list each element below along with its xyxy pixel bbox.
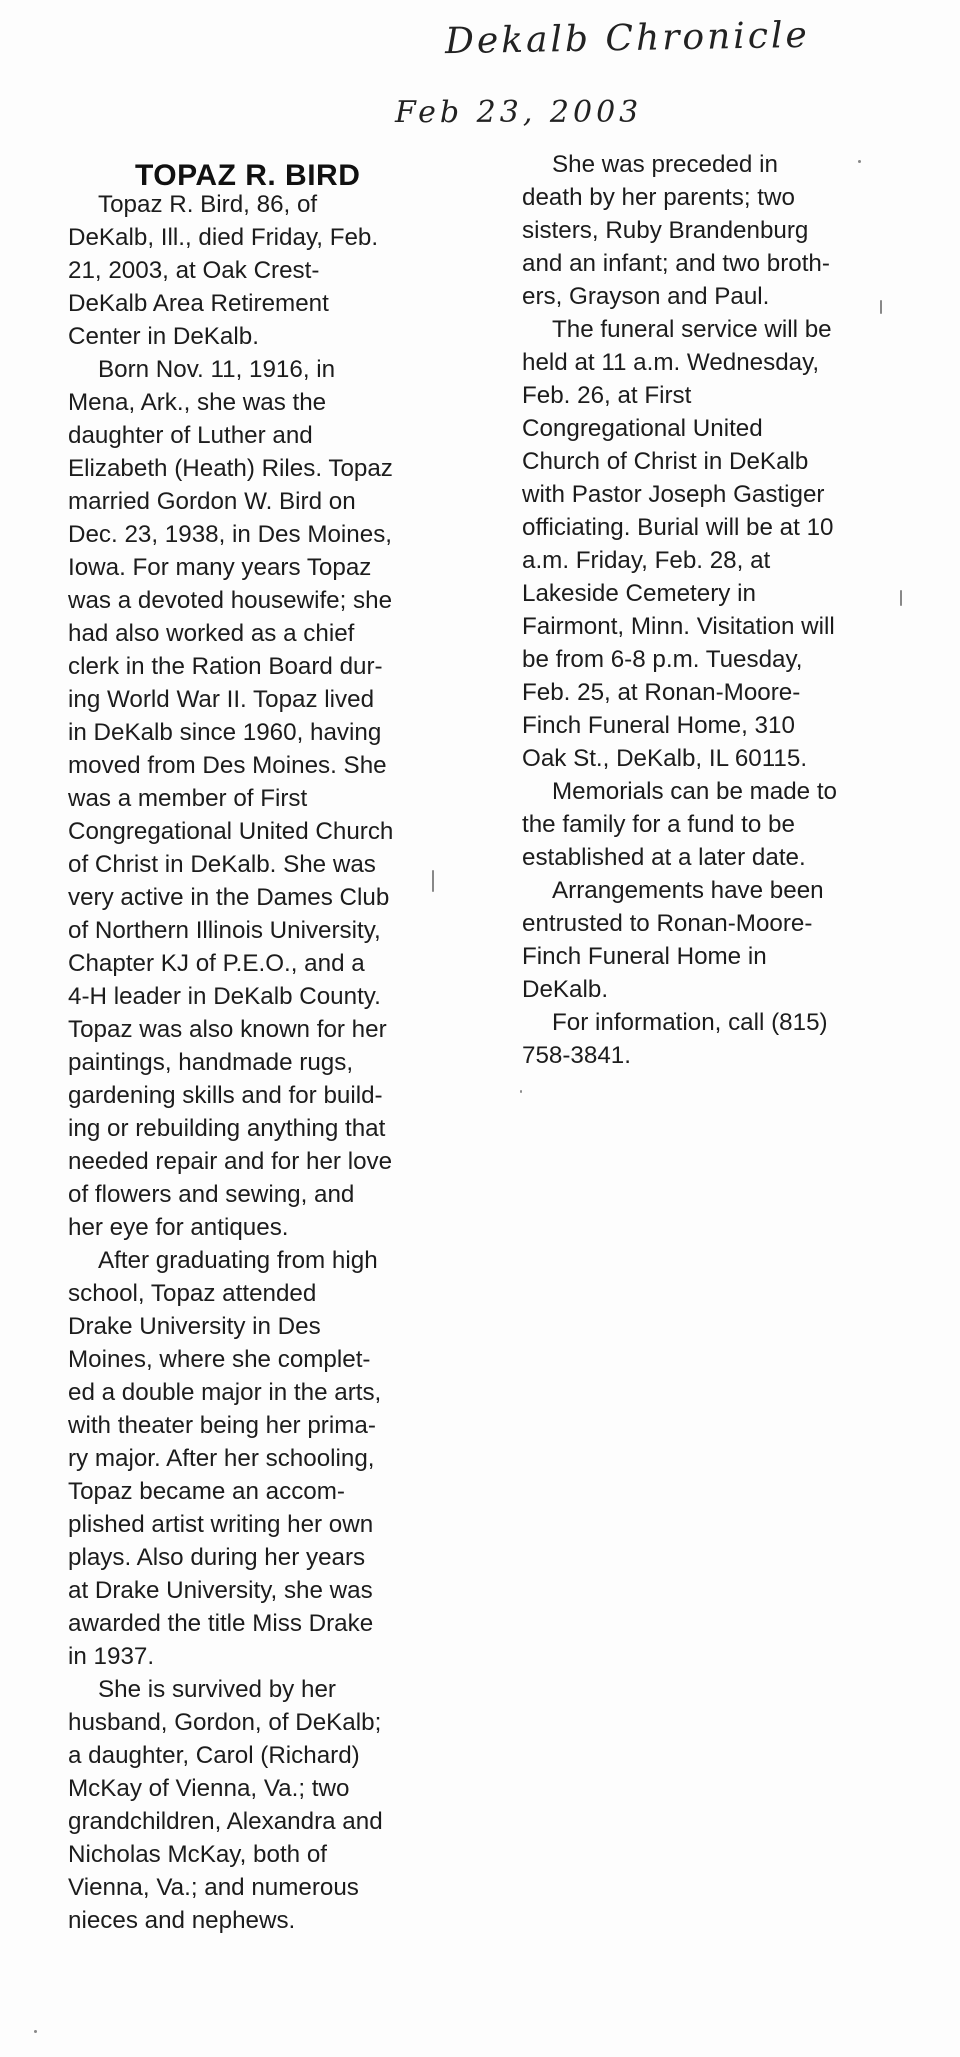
obituary-text-line: in 1937. — [68, 1643, 155, 1670]
obituary-text-line: and an infant; and two broth- — [522, 250, 830, 277]
obituary-text-line: clerk in the Ration Board dur- — [68, 653, 383, 680]
obituary-text-line: Feb. 25, at Ronan-Moore- — [522, 679, 801, 706]
obituary-text-line: Feb. 26, at First — [522, 382, 692, 409]
obituary-text-line: ry major. After her schooling, — [68, 1445, 375, 1472]
handwritten-date: Feb 23, 2003 — [395, 95, 643, 130]
obituary-text-line: at Drake University, she was — [68, 1577, 373, 1604]
obituary-text-line: plays. Also during her years — [68, 1544, 366, 1571]
obituary-text-line: Congregational United — [522, 415, 763, 442]
obituary-text-line: Finch Funeral Home in — [522, 943, 767, 970]
obituary-text-line: Elizabeth (Heath) Riles. Topaz — [68, 455, 393, 482]
obituary-text-line: husband, Gordon, of DeKalb; — [68, 1709, 382, 1736]
obituary-text-line: paintings, handmade rugs, — [68, 1049, 354, 1076]
obituary-text-line: be from 6-8 p.m. Tuesday, — [522, 646, 803, 673]
obituary-text-line: Lakeside Cemetery in — [522, 580, 756, 607]
obituary-text-line: Memorials can be made to — [552, 778, 838, 805]
obituary-text-line: was a devoted housewife; she — [68, 587, 393, 614]
obituary-text-line: ed a double major in the arts, — [68, 1379, 382, 1406]
obituary-text-line: moved from Des Moines. She — [68, 752, 387, 779]
obituary-text-line: 21, 2003, at Oak Crest- — [68, 257, 320, 284]
obituary-text-line: held at 11 a.m. Wednesday, — [522, 349, 820, 376]
obituary-text-line: Nicholas McKay, both of — [68, 1841, 328, 1868]
obituary-text-line: For information, call (815) — [552, 1009, 828, 1036]
obituary-text-line: a.m. Friday, Feb. 28, at — [522, 547, 771, 574]
obituary-text-line: Moines, where she complet- — [68, 1346, 371, 1373]
obituary-text-line: Chapter KJ of P.E.O., and a — [68, 950, 365, 977]
obituary-text-line: a daughter, Carol (Richard) — [68, 1742, 360, 1769]
obituary-text-line: nieces and nephews. — [68, 1907, 296, 1934]
scan-speck — [858, 160, 861, 163]
obituary-text-line: with theater being her prima- — [68, 1412, 376, 1439]
obituary-text-line: plished artist writing her own — [68, 1511, 374, 1538]
obituary-text-line: very active in the Dames Club — [68, 884, 390, 911]
obituary-text-line: After graduating from high — [98, 1247, 378, 1274]
obituary-text-line: officiating. Burial will be at 10 — [522, 514, 834, 541]
obituary-text-line: The funeral service will be — [552, 316, 832, 343]
scan-speck — [900, 590, 902, 606]
obituary-text-line: daughter of Luther and — [68, 422, 313, 449]
obituary-text-line: Iowa. For many years Topaz — [68, 554, 372, 581]
obituary-text-line: Vienna, Va.; and numerous — [68, 1874, 359, 1901]
obituary-text-line: Finch Funeral Home, 310 — [522, 712, 795, 739]
obituary-text-line: the family for a fund to be — [522, 811, 795, 838]
obituary-text-line: Church of Christ in DeKalb — [522, 448, 809, 475]
obituary-text-line: DeKalb, Ill., died Friday, Feb. — [68, 224, 379, 251]
obituary-text-line: DeKalb Area Retirement — [68, 290, 329, 317]
obituary-left-column — [68, 188, 448, 1937]
scan-speck — [34, 2030, 37, 2033]
obituary-text-line: 758-3841. — [522, 1042, 631, 1069]
obituary-text-line: needed repair and for her love — [68, 1148, 393, 1175]
obituary-text-line: awarded the title Miss Drake — [68, 1610, 374, 1637]
obituary-text-line: Fairmont, Minn. Visitation will — [522, 613, 835, 640]
obituary-text-line: Dec. 23, 1938, in Des Moines, — [68, 521, 393, 548]
obituary-text-line: sisters, Ruby Brandenburg — [522, 217, 809, 244]
obituary-text-line: entrusted to Ronan-Moore- — [522, 910, 813, 937]
obituary-text-line: was a member of First — [68, 785, 308, 812]
obituary-text-line: grandchildren, Alexandra and — [68, 1808, 383, 1835]
obituary-text-line: She was preceded in — [552, 151, 778, 178]
obituary-text-line: of Christ in DeKalb. She was — [68, 851, 376, 878]
obituary-text-line: Center in DeKalb. — [68, 323, 259, 350]
scan-speck — [520, 1090, 522, 1093]
obituary-text-line: of flowers and sewing, and — [68, 1181, 355, 1208]
obituary-text-line: death by her parents; two — [522, 184, 795, 211]
obituary-text-line: Drake University in Des — [68, 1313, 321, 1340]
obituary-text-line: McKay of Vienna, Va.; two — [68, 1775, 350, 1802]
obituary-text-line: Topaz R. Bird, 86, of — [98, 191, 318, 218]
obituary-text-line: of Northern Illinois University, — [68, 917, 381, 944]
obituary-text-line: in DeKalb since 1960, having — [68, 719, 382, 746]
obituary-text-line: Oak St., DeKalb, IL 60115. — [522, 745, 808, 772]
obituary-text-line: She is survived by her — [98, 1676, 336, 1703]
obituary-text-line: DeKalb. — [522, 976, 609, 1003]
obituary-text-line: ing World War II. Topaz lived — [68, 686, 375, 713]
obituary-text-line: Congregational United Church — [68, 818, 394, 845]
obituary-text-line: gardening skills and for build- — [68, 1082, 383, 1109]
obituary-text-line: her eye for antiques. — [68, 1214, 289, 1241]
obituary-text-line: ing or rebuilding anything that — [68, 1115, 386, 1142]
obituary-text-line: established at a later date. — [522, 844, 806, 871]
obituary-text-line: ers, Grayson and Paul. — [522, 283, 770, 310]
obituary-text-line: Mena, Ark., she was the — [68, 389, 327, 416]
obituary-text-line: Arrangements have been — [552, 877, 824, 904]
obituary-right-column — [522, 148, 892, 1072]
obituary-text-line: 4-H leader in DeKalb County. — [68, 983, 381, 1010]
obituary-text-line: school, Topaz attended — [68, 1280, 317, 1307]
scan-speck — [880, 300, 882, 314]
obituary-text-line: had also worked as a chief — [68, 620, 355, 647]
obituary-text-line: married Gordon W. Bird on — [68, 488, 356, 515]
obituary-text-line: Topaz became an accom- — [68, 1478, 345, 1505]
obituary-text-line: with Pastor Joseph Gastiger — [522, 481, 825, 508]
scan-speck — [432, 870, 434, 892]
obituary-text-line: Topaz was also known for her — [68, 1016, 387, 1043]
handwritten-publication-name: Dekalb Chronicle — [444, 14, 811, 63]
obituary-headline: TOPAZ R. BIRD — [135, 159, 361, 192]
obituary-text-line: Born Nov. 11, 1916, in — [98, 356, 336, 383]
